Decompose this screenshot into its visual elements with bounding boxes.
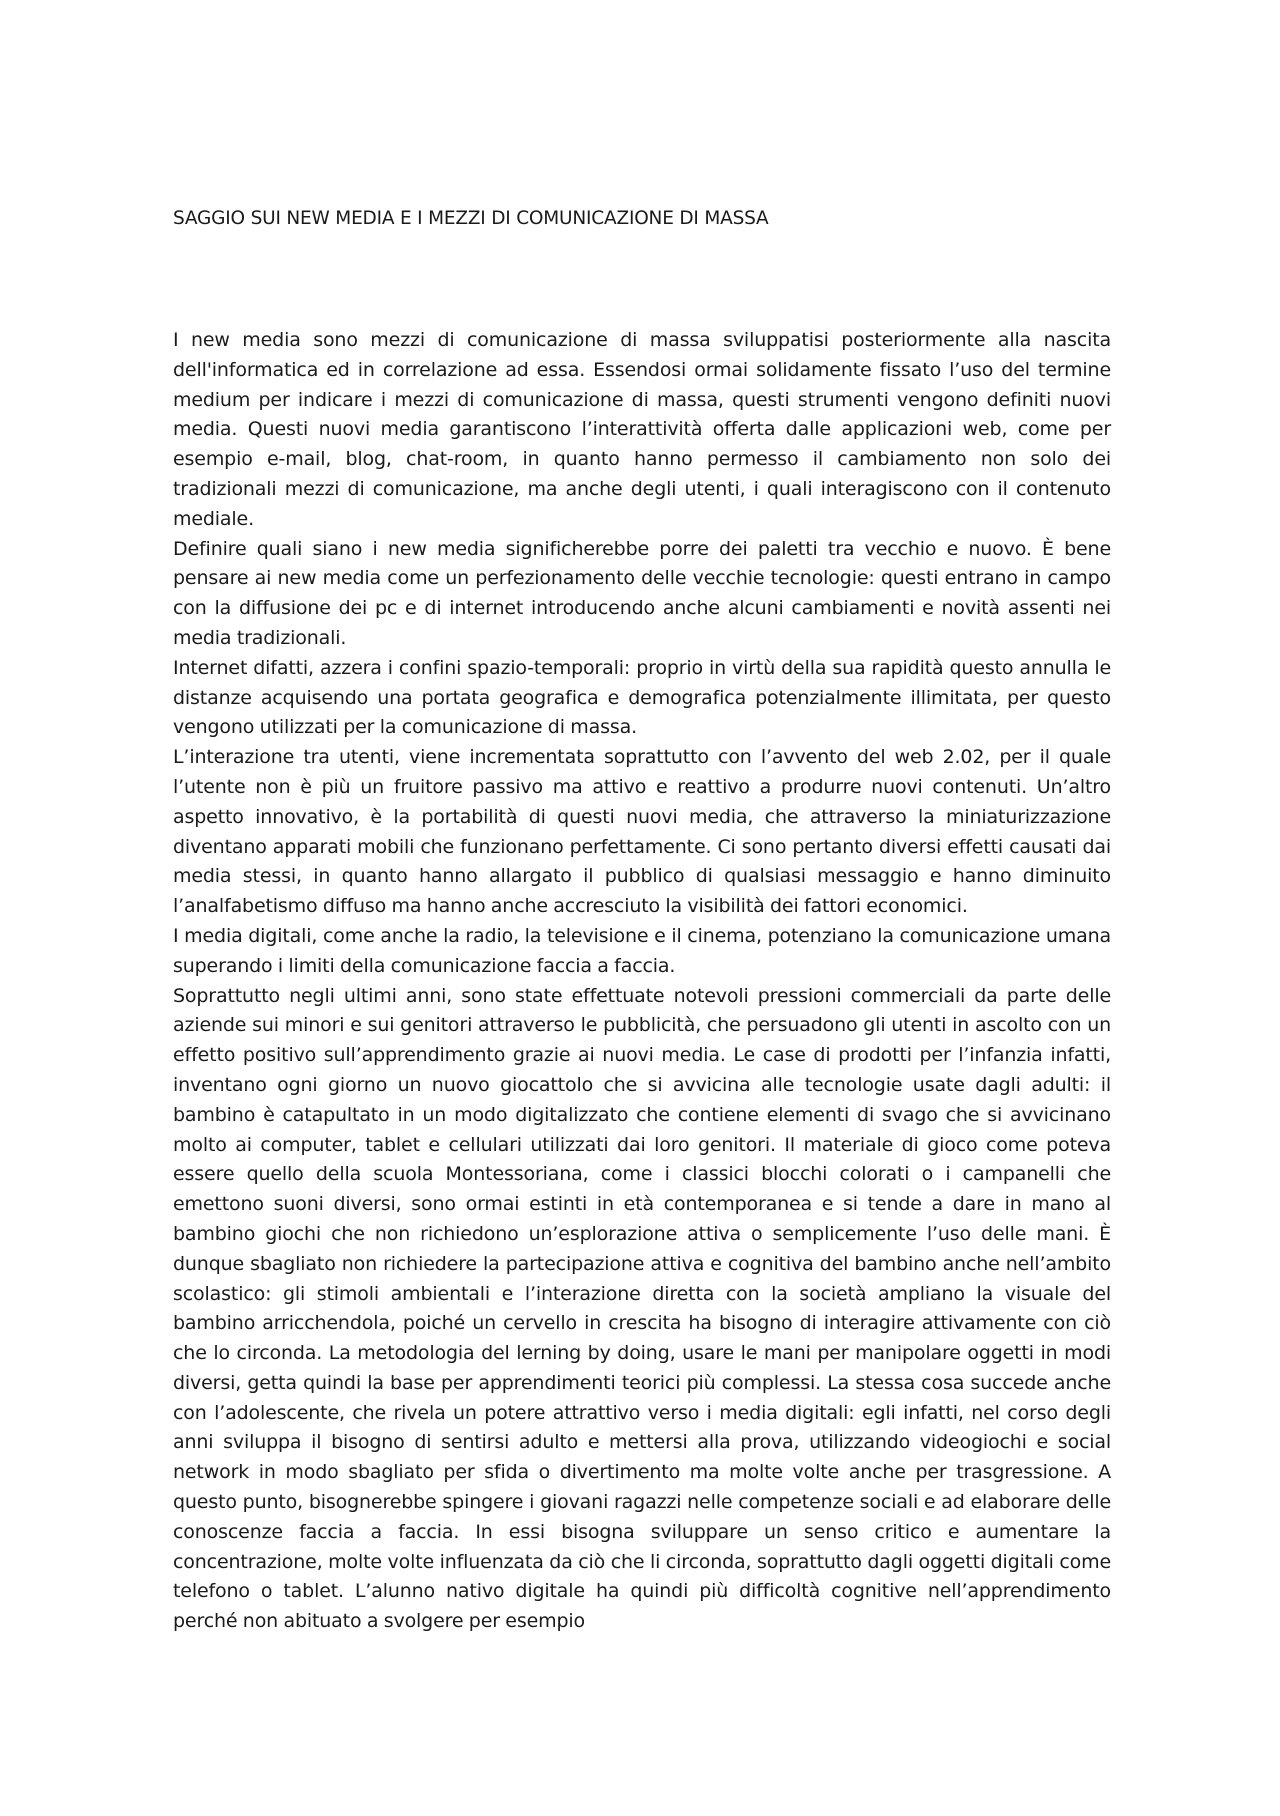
paragraph-intro: I new media sono mezzi di comunicazione di massa sviluppatisi posteriormente alla nascita dell'informatica ed in correlazione ad essa. Essendosi ormai solidamente fissato l’uso del termine medium per indicare i mezzi di comunicazione di massa, questi strumenti vengono definiti nuovi media. Questi nuovi media garantiscono l’interattività offerta dalle applicazioni web, come per esempio e-mail, blog, chat-room, in quanto hanno permesso il cambiamento non solo dei tradizionali mezzi di comunicazione, ma anche degli utenti, i quali interagiscono con il contenuto mediale. <box>173 329 1111 530</box>
paragraph-digital-media: I media digitali, come anche la radio, la televisione e il cinema, potenziano la comunicazione umana superando i limiti della comunicazione faccia a faccia. <box>173 924 1111 977</box>
paragraph-internet: Internet difatti, azzera i confini spazio-temporali: proprio in virtù della sua rapidità questo annulla le distanze acquisendo una portata geografica e demografica potenzialmente illimitata, per questo vengono utilizzati per la comunicazione di massa. <box>173 656 1111 739</box>
paragraph-definition: Definire quali siano i new media significherebbe porre dei paletti tra vecchio e nuovo. È bene pensare ai new media come un perfezionamento delle vecchie tecnologie: questi entrano in campo con la diffusione dei pc e di internet introducendo anche alcuni cambiamenti e novità assenti nei media tradizionali. <box>173 537 1111 649</box>
document-body <box>173 326 1111 1637</box>
paragraph-interaction: L’interazione tra utenti, viene incrementata soprattutto con l’avvento del web 2.02, per il quale l’utente non è più un fruitore passivo ma attivo e reattivo a produrre nuovi contenuti. Un’altro aspetto innovativo, è la portabilità di questi nuovi media, che attraverso la miniaturizzazione diventano apparati mobili che funzionano perfettamente. Ci sono pertanto diversi effetti causati dai media stessi, in quanto hanno allargato il pubblico di qualsiasi messaggio e hanno diminuito l’analfabetismo diffuso ma hanno anche accresciuto la visibilità dei fattori economici. <box>173 746 1111 918</box>
paragraph-children-learning: Soprattutto negli ultimi anni, sono state effettuate notevoli pressioni commerciali da parte delle aziende sui minori e sui genitori attraverso le pubblicità, che persuadono gli utenti in ascolto con un effetto positivo sull’apprendimento grazie ai nuovi media. Le case di prodotti per l’infanzia infatti, inventano ogni giorno un nuovo giocattolo che si avvicina alle tecnologie usate dagli adulti: il bambino è catapultato in un modo digitalizzato che contiene elementi di svago che si avvicinano molto ai computer, tablet e cellulari utilizzati dai loro genitori. Il materiale di gioco come poteva essere quello della scuola Montessoriana, come i classici blocchi colorati o i campanelli che emettono suoni diversi, sono ormai estinti in età contemporanea e si tende a dare in mano al bambino giochi che non richiedono un’esplorazione attiva o semplicemente l’uso delle mani. È dunque sbagliato non richiedere la partecipazione attiva e cognitiva del bambino anche nell’ambito scolastico: gli stimoli ambientali e l’interazione diretta con la società ampliano la visuale del bambino arricchendola, poiché un cervello in crescita ha bisogno di interagire attivamente con ciò che lo circonda. La metodologia del lerning by doing, usare le mani per manipolare oggetti in modi diversi, getta quindi la base per apprendimenti teorici più complessi. La stessa cosa succede anche con l’adolescente, che rivela un potere attrattivo verso i media digitali: egli infatti, nel corso degli anni sviluppa il bisogno di sentirsi adulto e mettersi alla prova, utilizzando videogiochi e social network in modo sbagliato per sfida o divertimento ma molte volte anche per trasgressione. A questo punto, bisognerebbe spingere i giovani ragazzi nelle competenze sociali e ad elaborare delle conoscenze faccia a faccia. In essi bisogna sviluppare un senso critico e aumentare la concentrazione, molte volte influenzata da ciò che li circonda, soprattutto dagli oggetti digitali come telefono o tablet. L’alunno nativo digitale ha quindi più difficoltà cognitive nell’apprendimento perché non abituato a svolgere per esempio <box>173 984 1111 1633</box>
document-title: SAGGIO SUI NEW MEDIA E I MEZZI DI COMUNICAZIONE DI MASSA <box>173 208 769 229</box>
